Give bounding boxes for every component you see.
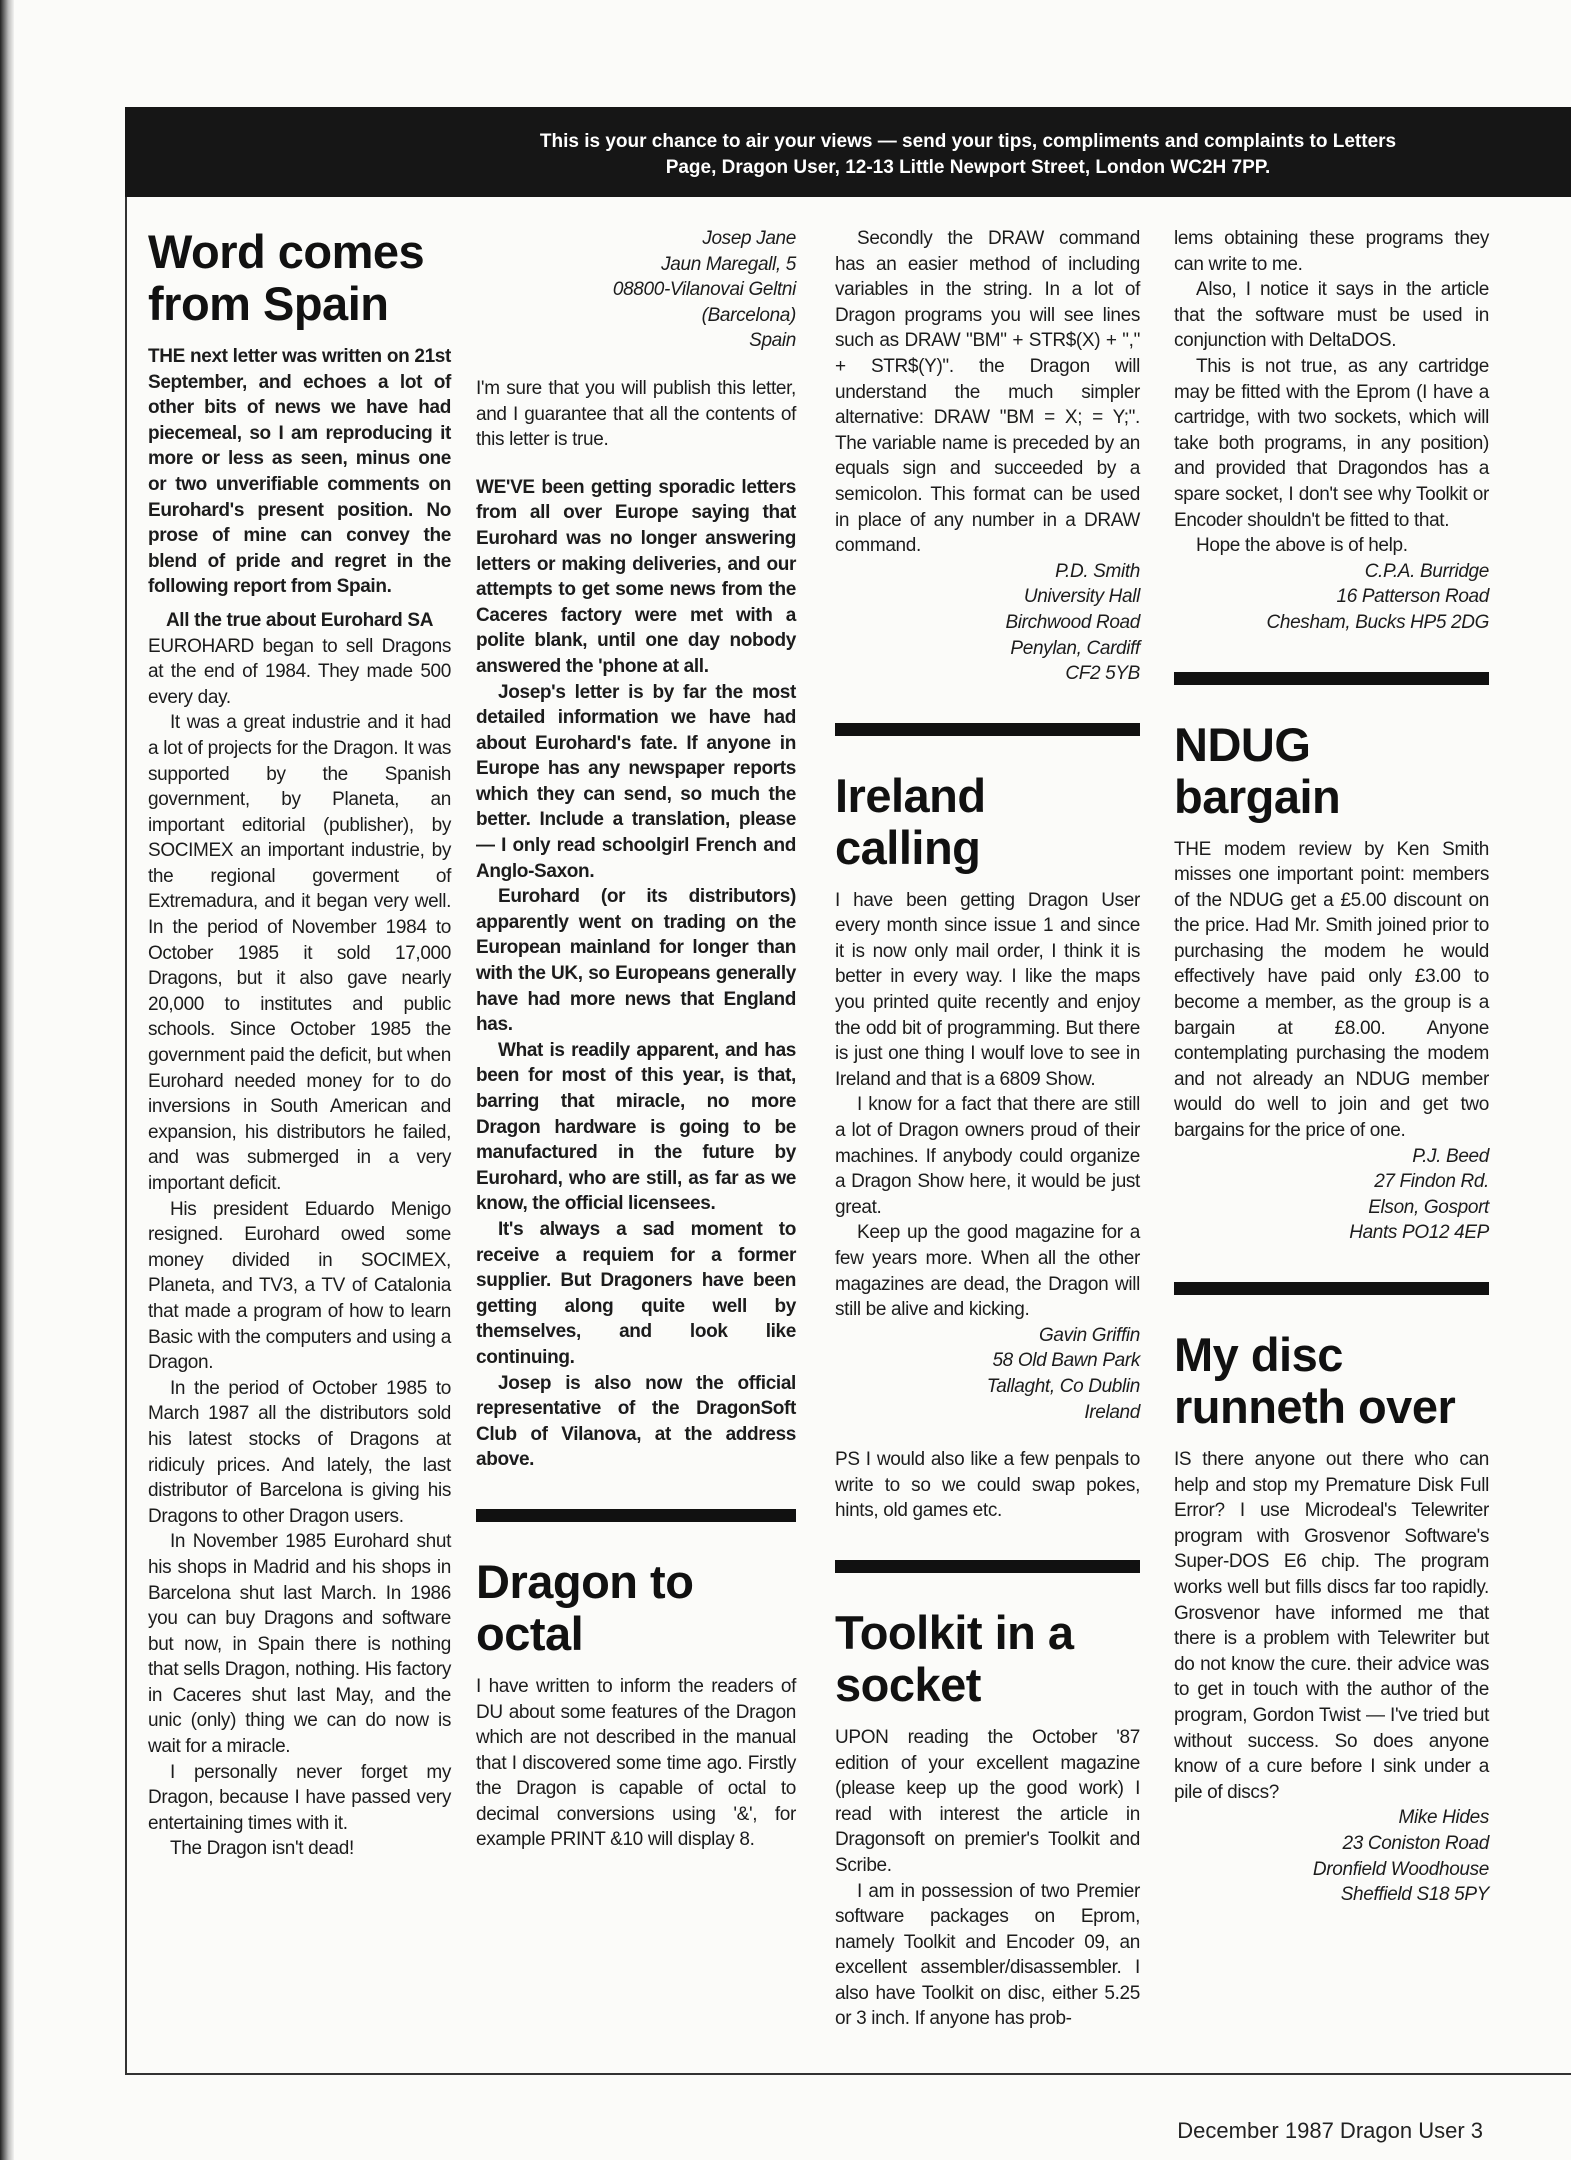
signature-line: 58 Old Bawn Park xyxy=(992,1350,1140,1372)
banner-line-1: This is your chance to air your views — send your tips, compliments and complaints to Letters xyxy=(539,131,1397,152)
body-paragraph: EUROHARD began to sell Dragons at the end of 1984. They made 500 every day. xyxy=(148,635,451,708)
body-paragraph: In the period of October 1985 to March 1987 all the distributors sold his latest stocks of Dragons at ridiculy prices. And lately, the last distributor of Barcelona is giving his Dragons to other Dragon users. xyxy=(148,1377,451,1527)
left-border-rule xyxy=(125,197,127,2075)
letter-signature xyxy=(835,559,1140,687)
column-1 xyxy=(148,222,451,1862)
letter-signature xyxy=(476,226,796,354)
headline-line: runneth over xyxy=(1174,1380,1456,1433)
section-divider-bar xyxy=(1174,1282,1489,1295)
page-footer: December 1987 Dragon User 3 xyxy=(1177,2118,1483,2143)
body-paragraph: I personally never forget my Dragon, because I have passed very entertaining times with it. xyxy=(148,1761,451,1834)
spacer xyxy=(476,453,796,475)
signature-line: P.J. Beed xyxy=(1412,1145,1489,1167)
editor-comment-paragraph: It's always a sad moment to receive a requiem for a former supplier. But Dragoners have been getting along quite well by themselves, and look like continuing. xyxy=(476,1218,796,1368)
body-paragraph: UPON reading the October '87 edition of your excellent magazine (please keep up the good work) I read with interest the article in Dragonsoft on premier's Toolkit and Scribe. xyxy=(835,1726,1140,1876)
signature-line: 27 Findon Rd. xyxy=(1374,1171,1489,1193)
column-4 xyxy=(1174,226,1489,1908)
headline-line: calling xyxy=(835,820,981,874)
signature-line: Penylan, Cardiff xyxy=(1010,637,1140,659)
editor-comment-paragraph: Josep's letter is by far the most detailed information we have had about Eurohard's fate. If anyone in Europe has any newspaper reports which they can send, so much the better. Include a translation, please — I only read schoolgirl French and Anglo-Saxon. xyxy=(476,681,796,882)
signature-line: 08800-Vilanovai Geltni xyxy=(612,279,796,301)
signature-line: C.P.A. Burridge xyxy=(1364,560,1489,582)
column-2 xyxy=(476,226,796,1853)
banner-line-2: Page, Dragon User, 12-13 Little Newport Street, London WC2H 7PP. xyxy=(665,157,1271,178)
signature-line: Ireland xyxy=(1084,1401,1140,1423)
letter-signature xyxy=(1174,1805,1489,1907)
editor-comment-paragraph: What is readily apparent, and has been for most of this year, is that, barring that miracle, no more Dragon hardware is going to be manufactured in the future by Eurohard, who are still, as far as we know, the official licensees. xyxy=(476,1039,796,1215)
body-paragraph: I am in possession of two Premier software packages on Eprom, namely Toolkit and Encoder 09, an excellent assembler/disassembler. I also have Toolkit on disc, either 5.25 or 3 inch. If anyone has prob- xyxy=(835,1880,1140,2030)
signature-line: Mike Hides xyxy=(1398,1807,1489,1829)
article-headline xyxy=(835,1607,1140,1711)
headline-line: Toolkit in a xyxy=(835,1605,1074,1659)
headline-line: bargain xyxy=(1174,769,1341,823)
body-paragraph: PS I would also like a few penpals to write to so we could swap pokes, hints, old games etc. xyxy=(835,1449,1140,1522)
body-paragraph: It was a great industrie and it had a lot of projects for the Dragon. It was supported by the Spanish government, by Planeta, an important editorial (publisher), by SOCIMEX an important industrie, by the regional goverment of Extremadura, and it began very well. In the period of November 1984 to October 1985 it sold 17,000 Dragons, but it also gave nearly 20,000 to institutes and public schools. Since October 1985 the government paid the deficit, but when Eurohard needed money for to do inversions in South American and expansion, his distributors he failed, and was submerged in a very important deficit. xyxy=(148,712,451,1194)
signature-line: 23 Coniston Road xyxy=(1342,1832,1489,1854)
section-divider-bar xyxy=(835,723,1140,736)
signature-line: Jaun Maregall, 5 xyxy=(661,253,796,275)
body-paragraph: Hope the above is of help. xyxy=(1196,535,1408,557)
body-paragraph: lems obtaining these programs they can write to me. xyxy=(1174,228,1489,275)
spacer xyxy=(476,354,796,376)
signature-line: University Hall xyxy=(1023,586,1140,608)
article-headline xyxy=(148,226,451,330)
signature-line: Elson, Gosport xyxy=(1368,1196,1489,1218)
section-divider-bar xyxy=(1174,672,1489,685)
column-3 xyxy=(835,226,1140,2032)
letter-signature xyxy=(835,1323,1140,1425)
signature-line: Hants PO12 4EP xyxy=(1349,1222,1489,1244)
letters-banner xyxy=(125,107,1571,197)
signature-line: Tallaght, Co Dublin xyxy=(986,1375,1140,1397)
letter-subheading: All the true about Eurohard SA xyxy=(165,609,434,631)
signature-line: 16 Patterson Road xyxy=(1336,586,1489,608)
body-paragraph: Also, I notice it says in the article that the software must be used in conjunction with DeltaDOS. xyxy=(1174,279,1489,352)
editor-comment-paragraph: Josep is also now the official representative of the DragonSoft Club of Vilanova, at the address above. xyxy=(476,1372,796,1471)
body-paragraph: This is not true, as any cartridge may be fitted with the Eprom (I have a cartridge, with two sockets, which will take both programs, in any position) and provided that Dragondos has a spare socket, I don't see why Toolkit or Encoder shouldn't be fitted to that. xyxy=(1174,355,1489,531)
headline-line: octal xyxy=(476,1606,584,1660)
body-paragraph: Keep up the good magazine for a few years more. When all the other magazines are dead, the Dragon will still be alive and kicking. xyxy=(835,1222,1140,1321)
headline-line: socket xyxy=(835,1657,981,1711)
letter-signature xyxy=(1174,1144,1489,1246)
headline-line: NDUG xyxy=(1174,717,1311,771)
signature-line: Spain xyxy=(749,330,796,352)
body-paragraph: I have been getting Dragon User every month since issue 1 and since it is now only mail order, I think it is better in every way. I like the maps you printed quite recently and enjoy the odd bit of programming. But there is just one thing I woulf love to see in Ireland and that is a 6809 Show. xyxy=(835,889,1140,1090)
body-paragraph: I have written to inform the readers of DU about some features of the Dragon which are not described in the manual that I discovered some time ago. Firstly the Dragon is capable of octal to decimal conversions using '&', for example PRINT &10 will display 8. xyxy=(476,1675,796,1851)
signature-line: Birchwood Road xyxy=(1005,611,1140,633)
headline-line: Word comes xyxy=(148,225,425,278)
signature-line: Dronfield Woodhouse xyxy=(1312,1858,1489,1880)
article-headline xyxy=(1174,719,1489,823)
letter-signature xyxy=(1174,559,1489,636)
body-paragraph: I know for a fact that there are still a lot of Dragon owners proud of their machines. If anybody could organize a Dragon Show here, it would be just great. xyxy=(835,1094,1140,1218)
body-paragraph: Secondly the DRAW command has an easier method of including variables in the string. In a lot of Dragon programs you will see lines such as DRAW "BM" + STR$(X) + "," + STR$(Y)". the Dragon will understand the much simpler alternative: DRAW "BM = X; = Y;". The variable name is preceded by an equals sign and succeeded by a semicolon. This format can be used in place of any number in a DRAW command. xyxy=(835,228,1140,557)
headline-line: Dragon to xyxy=(476,1554,694,1608)
body-paragraph: IS there anyone out there who can help and stop my Premature Disk Full Error? I use Microdeal's Telewriter program with Grosvenor Software's Super-DOS E6 chip. The program works well but fills discs far too rapidly. Grosvenor have informed me that there is a problem with Telewriter but do not know the cure. their advice was to get in touch with the author of the program, Gordon Twist — I've tried but without success. So does anyone know of a cure before I sink under a pile of discs? xyxy=(1174,1449,1489,1803)
article-headline xyxy=(835,770,1140,874)
signature-line: Josep Jane xyxy=(702,228,796,249)
signature-line: Chesham, Bucks HP5 2DG xyxy=(1266,611,1489,633)
body-paragraph: The Dragon isn't dead! xyxy=(170,1838,354,1860)
article-headline xyxy=(1174,1329,1489,1433)
bottom-border-rule xyxy=(125,2073,1571,2075)
body-paragraph: His president Eduardo Menigo resigned. Eurohard owed some money divided in SOCIMEX, Planeta, and TV3, a TV of Catalonia that made a program of how to learn Basic with the computers and using a Dragon. xyxy=(148,1198,451,1374)
signature-line: Sheffield S18 5PY xyxy=(1340,1884,1489,1906)
spacer xyxy=(835,1425,1140,1447)
headline-line: Ireland xyxy=(835,768,986,822)
signature-line: P.D. Smith xyxy=(1055,560,1140,582)
page-binding-shadow xyxy=(0,0,14,2160)
body-paragraph: THE modem review by Ken Smith misses one important point: members of the NDUG get a £5.00 discount on the price. Had Mr. Smith joined prior to purchasing the modem he would effectively have paid only £3.00 to become a member, as the group is a bargain at £8.00. Anyone contemplating purchasing the modem and not already an NDUG member would do well to join and get two bargains for the price of one. xyxy=(1174,838,1489,1142)
editor-comment-paragraph: Eurohard (or its distributors) apparently went on trading on the European mainland for longer than with the UK, so Europeans generally have had more news that England has. xyxy=(476,886,796,1036)
signature-line: (Barcelona) xyxy=(701,304,796,326)
headline-line: My disc xyxy=(1174,1328,1343,1381)
body-paragraph: In November 1985 Eurohard shut his shops in Madrid and his shops in Barcelona shut last March. In 1986 you can buy Dragons and software but now, in Spain there is nothing that sells Dragon, nothing. His factory in Caceres shut last May, and the unic (only) thing we can do now is wait for a miracle. xyxy=(148,1531,451,1758)
editor-comment-paragraph: WE'VE been getting sporadic letters from all over Europe saying that Eurohard was no longer answering letters or making deliveries, and our attempts to get some news from the Caceres factory were met with a polite blank, until one day nobody answered the 'phone at all. xyxy=(476,476,796,677)
editor-comment-paragraph: THE next letter was written on 21st September, and echoes a lot of other bits of news we have had piecemeal, so I am reproducing it more or less as seen, minus one or two unverifiable comments on Eurohard's present position. No prose of mine can convey the blend of pride and regret in the following report from Spain. xyxy=(148,346,451,598)
signature-line: Gavin Griffin xyxy=(1038,1324,1140,1346)
body-paragraph: I'm sure that you will publish this letter, and I guarantee that all the contents of this letter is true. xyxy=(476,377,796,451)
section-divider-bar xyxy=(476,1509,796,1522)
headline-line: from Spain xyxy=(148,277,389,330)
signature-line: CF2 5YB xyxy=(1065,663,1140,685)
section-divider-bar xyxy=(835,1560,1140,1573)
article-headline xyxy=(476,1556,796,1660)
